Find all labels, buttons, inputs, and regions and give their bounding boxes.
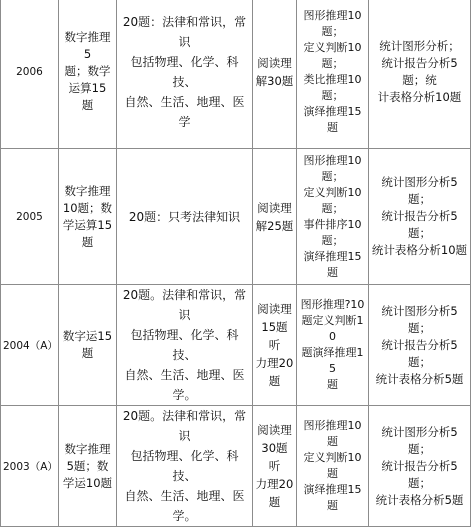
judgment-reasoning-cell: 图形推理10 题； 定义判断10 题； 类比推理10 题； 演绎推理15 题	[297, 0, 369, 149]
table-row	[1, 0, 471, 149]
general-knowledge-cell: 20题。法律和常识，常识 包括物理、化学、科技、 自然、生活、地理、医 学。	[117, 285, 253, 406]
data-analysis-cell: 统计图形分析5题； 统计报告分析5题； 统计表格分析5题	[369, 406, 471, 527]
data-analysis-cell: 统计图形分析5题； 统计报告分析5题； 统计表格分析5题	[369, 285, 471, 406]
year-cell: 2006	[1, 0, 59, 149]
reading-cell: 阅读理 15题 听 力理20 题	[253, 285, 297, 406]
general-knowledge-cell: 20题：法律和常识，常识 包括物理、化学、科技、 自然、生活、地理、医学	[117, 0, 253, 149]
judgment-reasoning-cell: 图形推理10 题； 定义判断10 题； 事件排序10 题； 演绎推理15 题	[297, 149, 369, 285]
data-analysis-cell: 统计图形分析； 统计报告分析5题；统 计表格分析10题	[369, 0, 471, 149]
numeric-reasoning-cell: 数字运15 题	[59, 285, 117, 406]
year-cell: 2004（A）	[1, 285, 59, 406]
numeric-reasoning-cell: 数字推理5 题；数学 运算15 题	[59, 0, 117, 149]
numeric-reasoning-cell: 数字推理 10题；数 学运算15 题	[59, 149, 117, 285]
judgment-reasoning-cell: 图形推理10题 定义判断10题 演绎推理15题	[297, 406, 369, 527]
reading-cell: 阅读理 30题 听 力理20 题	[253, 406, 297, 527]
general-knowledge-cell: 20题：只考法律知识	[117, 149, 253, 285]
general-knowledge-cell: 20题。法律和常识，常识 包括物理、化学、科技、 自然、生活、地理、医 学。	[117, 406, 253, 527]
numeric-reasoning-cell: 数字推理 5题；数 学运10题	[59, 406, 117, 527]
year-cell: 2005	[1, 149, 59, 285]
reading-cell: 阅读理 解30题	[253, 0, 297, 149]
table-row	[1, 149, 471, 285]
year-cell: 2003（A）	[1, 406, 59, 527]
judgment-reasoning-cell: 图形推理?10 题定义判断10 题演绎推理15 题	[297, 285, 369, 406]
data-analysis-cell: 统计图形分析5题； 统计报告分析5题； 统计表格分析10题	[369, 149, 471, 285]
table-row	[1, 285, 471, 406]
table-row	[1, 406, 471, 527]
reading-cell: 阅读理 解25题	[253, 149, 297, 285]
